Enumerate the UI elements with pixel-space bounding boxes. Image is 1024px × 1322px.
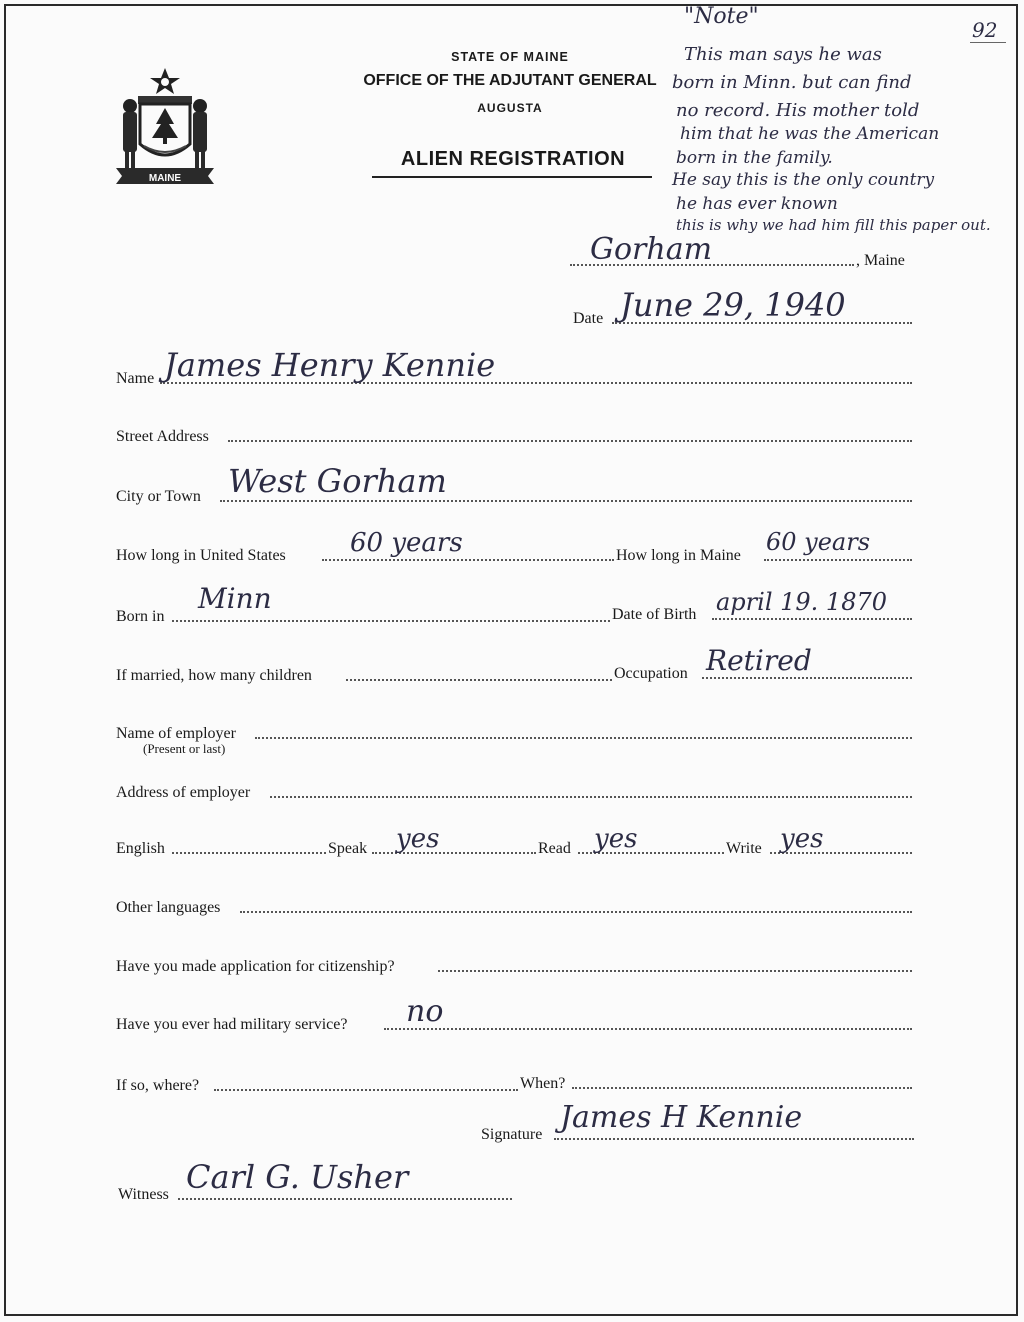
where-line [214, 1089, 518, 1091]
note-line: He say this is the only country [672, 170, 935, 190]
how-long-maine-line [764, 559, 912, 561]
how-long-maine-value: 60 years [766, 528, 871, 556]
city-heading: AUGUSTA [477, 101, 543, 115]
speak-value: yes [396, 824, 440, 854]
born-in-line [172, 620, 610, 622]
military-label: Have you ever had military service? [116, 1016, 348, 1033]
occupation-value: Retired [706, 644, 812, 677]
city-label: City or Town [116, 488, 201, 505]
employer-name-sublabel: (Present or last) [143, 741, 226, 756]
date-label: Date [573, 310, 604, 327]
occupation-label: Occupation [614, 665, 688, 682]
occupation-line [702, 677, 912, 679]
how-long-us-label: How long in United States [116, 547, 286, 564]
born-in-value: Minn [198, 582, 272, 615]
how-long-us-line [322, 559, 614, 561]
when-line [572, 1087, 912, 1089]
date-of-birth-label: Date of Birth [612, 606, 697, 623]
witness-label: Witness [118, 1186, 169, 1203]
english-label: English [116, 840, 165, 857]
children-label: If married, how many children [116, 667, 312, 684]
witness-value: Carl G. Usher [186, 1158, 409, 1196]
employer-address-line [270, 796, 912, 798]
city-line [220, 500, 912, 502]
signature-label: Signature [481, 1126, 543, 1143]
note-line: no record. His mother told [676, 100, 920, 121]
employer-name-line [255, 737, 912, 739]
name-label: Name [116, 370, 155, 387]
witness-line [178, 1198, 512, 1200]
military-line [384, 1028, 912, 1030]
name-value: James Henry Kennie [164, 346, 496, 384]
street-address-label: Street Address [116, 428, 209, 445]
page-number-underline [970, 42, 1006, 43]
born-in-label: Born in [116, 608, 165, 625]
signature-line [554, 1138, 914, 1140]
speak-label: Speak [328, 840, 368, 857]
other-languages-label: Other languages [116, 899, 221, 916]
date-of-birth-line [712, 618, 912, 620]
write-label: Write [726, 840, 762, 857]
read-value: yes [594, 824, 638, 854]
location-value: Gorham [590, 232, 713, 267]
employer-address-label: Address of employer [116, 784, 251, 801]
date-value: June 29, 1940 [620, 286, 846, 324]
date-of-birth-value: april 19. 1870 [716, 588, 887, 616]
seal-label: MAINE [148, 173, 182, 184]
page-number: 92 [972, 18, 998, 42]
street-address-line [228, 440, 912, 442]
note-line: him that he was the American [680, 124, 940, 144]
maine-seal-icon [108, 62, 222, 190]
when-label: When? [520, 1075, 566, 1092]
employer-name-label: Name of employer [116, 725, 236, 742]
form-title: ALIEN REGISTRATION [400, 148, 626, 170]
page-border [4, 4, 1018, 1316]
how-long-maine-label: How long in Maine [616, 547, 741, 564]
military-value: no [406, 994, 444, 1029]
citizenship-label: Have you made application for citizenship? [116, 958, 395, 975]
state-heading: STATE OF MAINE [451, 50, 569, 64]
note-line: he has ever known [676, 194, 838, 214]
location-suffix: , Maine [856, 252, 905, 269]
note-heading: "Note" [684, 4, 759, 29]
where-label: If so, where? [116, 1077, 200, 1094]
how-long-us-value: 60 years [350, 528, 463, 558]
read-label: Read [538, 840, 571, 857]
note-line: This man says he was [684, 44, 882, 65]
children-line [346, 679, 612, 681]
note-line: born in Minn. but can find [672, 72, 912, 93]
note-line: this is why we had him fill this paper out. [676, 216, 991, 234]
note-line: born in the family. [676, 148, 833, 168]
write-value: yes [780, 824, 824, 854]
title-underline [372, 176, 652, 178]
city-value: West Gorham [228, 462, 447, 500]
english-line [172, 852, 326, 854]
office-heading: OFFICE OF THE ADJUTANT GENERAL [363, 72, 657, 89]
signature-value: James H Kennie [560, 1100, 803, 1135]
citizenship-line [438, 970, 912, 972]
other-languages-line [240, 911, 912, 913]
